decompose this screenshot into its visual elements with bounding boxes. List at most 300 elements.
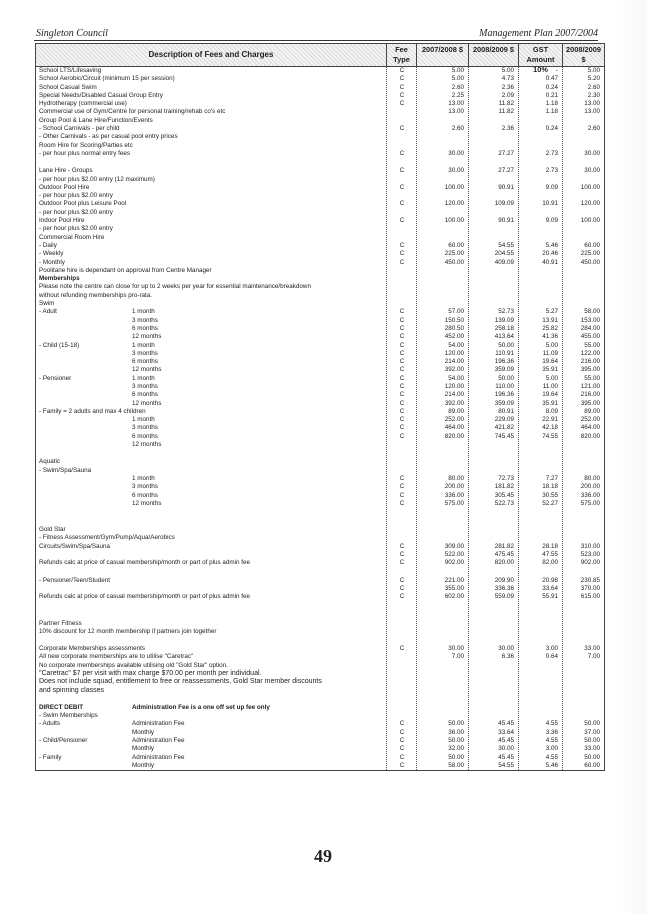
row-description: - Monthly — [39, 258, 65, 266]
row-period: 1 month — [132, 341, 155, 349]
row-description: Outdoor Pool Hire — [39, 183, 90, 191]
table-row — [36, 100, 604, 108]
row-value-2007: 336.00 — [444, 491, 464, 499]
row-fee-type: C — [399, 491, 405, 499]
row-description: All new corporate memberships are to utilise "Caretrac" — [39, 653, 194, 661]
page-number: 49 — [314, 846, 332, 866]
row-value-2008: 50.00 — [584, 753, 600, 761]
row-fee-type: C — [399, 149, 405, 157]
page-header — [0, 0, 646, 40]
row-value-2007: 452.00 — [444, 333, 464, 341]
row-fee-type: C — [399, 584, 405, 592]
table-row — [36, 517, 604, 526]
row-value-2008: 230.85 — [580, 576, 600, 584]
row-value-2008: 2.60 — [587, 83, 600, 91]
table-row — [36, 350, 604, 358]
row-value-2008: 2.30 — [587, 91, 600, 99]
row-value-2008: 13.00 — [584, 100, 600, 108]
row-value-2007: 100.00 — [444, 217, 464, 225]
row-period: 12 months — [132, 366, 162, 374]
row-gst: 18.18 — [542, 483, 558, 491]
table-row — [36, 308, 604, 316]
table-row — [36, 275, 604, 283]
row-gst: 47.55 — [542, 551, 558, 559]
table-row — [36, 217, 604, 225]
row-fee-type: C — [399, 125, 405, 133]
row-value-2008-exgst: 181.82 — [494, 483, 514, 491]
table-row — [36, 317, 604, 325]
row-fee-type: C — [399, 308, 405, 316]
row-value-2007: 392.00 — [444, 399, 464, 407]
row-value-2007: 820.00 — [444, 432, 464, 440]
table-row — [36, 559, 604, 567]
row-gst: 2.73 — [545, 167, 558, 175]
row-fee-type: C — [399, 358, 405, 366]
row-description: - Swim/Spa/Sauna — [39, 466, 92, 474]
table-row — [36, 150, 604, 158]
row-gst: 1.18 — [545, 100, 558, 108]
row-value-2007: 5.00 — [451, 67, 464, 74]
table-row — [36, 225, 604, 233]
row-value-2008-exgst: 109.09 — [494, 200, 514, 208]
table-row — [36, 449, 604, 458]
row-gst: 82.00 — [542, 559, 558, 567]
table-row — [36, 695, 604, 704]
row-value-2008: 5.20 — [587, 75, 600, 83]
row-value-2008-exgst: 209.90 — [494, 576, 514, 584]
row-description: - Pensioner — [39, 374, 72, 382]
row-value-2007: 60.00 — [448, 241, 464, 249]
row-description: - per hour plus $2.00 entry — [39, 192, 113, 200]
row-value-2008-exgst: 139.09 — [494, 316, 514, 324]
table-row — [36, 142, 604, 150]
row-value-2008-exgst: 4.73 — [501, 75, 514, 83]
row-value-2008-exgst: 522.73 — [494, 499, 514, 507]
row-fee-type: C — [399, 576, 405, 584]
row-period: 1 month — [132, 416, 155, 424]
table-row — [36, 92, 604, 100]
row-gst: 0.24 — [545, 125, 558, 133]
row-description: - per hour plus $2.00 entry — [39, 208, 113, 216]
row-gst: 19.64 — [542, 358, 558, 366]
row-gst: 0.21 — [545, 91, 558, 99]
row-gst: 3.36 — [545, 728, 558, 736]
row-value-2008-exgst: 27.27 — [498, 149, 514, 157]
row-value-2008-exgst: 54.55 — [498, 241, 514, 249]
row-value-2008-exgst: 229.09 — [494, 416, 514, 424]
row-gst: 5.00 — [545, 374, 558, 382]
row-fee-type: C — [399, 737, 405, 745]
row-fee-type: C — [399, 424, 405, 432]
row-value-2008-exgst: 305.45 — [494, 491, 514, 499]
row-value-2008-exgst: 359.09 — [494, 399, 514, 407]
row-value-2008-exgst: 5.00 — [501, 67, 514, 74]
row-fee-type: C — [399, 83, 405, 91]
row-period: 3 months — [132, 483, 158, 491]
row-period: Administration Fee is a one off set up fee only — [132, 703, 270, 711]
row-value-2007: 5.00 — [451, 75, 464, 83]
row-fee-type: C — [399, 645, 405, 653]
table-row — [36, 492, 604, 500]
table-row — [36, 416, 604, 424]
row-value-2007: 450.00 — [444, 258, 464, 266]
table-row — [36, 720, 604, 728]
table-row — [36, 267, 604, 275]
table-row — [36, 762, 604, 770]
row-value-2008-exgst: 72.73 — [498, 474, 514, 482]
header-2008-2009: 2008/2009 $ — [562, 44, 604, 66]
row-gst: 5.27 — [545, 308, 558, 316]
row-value-2007: 58.00 — [448, 761, 464, 769]
row-value-2008: 902.00 — [580, 559, 600, 567]
row-fee-type: C — [399, 761, 405, 769]
row-fee-type: C — [399, 366, 405, 374]
row-value-2008: 395.00 — [580, 366, 600, 374]
table-row — [36, 259, 604, 267]
row-description: - Child (15-18) — [39, 341, 80, 349]
scan-edge-shadow — [616, 0, 646, 913]
row-value-2008: 284.00 — [580, 324, 600, 332]
table-row — [36, 366, 604, 374]
row-gst: 9.09 — [545, 183, 558, 191]
row-value-2008: 100.00 — [580, 217, 600, 225]
table-row — [36, 678, 604, 686]
row-period: 12 months — [132, 441, 162, 449]
row-period: 1 month — [132, 374, 155, 382]
table-row — [36, 551, 604, 559]
row-gst: 5.00 — [545, 341, 558, 349]
row-description: - Weekly — [39, 250, 64, 258]
row-gst: 0.24 — [545, 83, 558, 91]
row-value-2008-exgst: 2.09 — [501, 91, 514, 99]
row-value-2008-exgst: 2.36 — [501, 125, 514, 133]
row-description: - Child/Pensioner — [39, 737, 88, 745]
row-period: Administration Fee — [132, 737, 185, 745]
table-row — [36, 704, 604, 712]
table-row — [36, 636, 604, 645]
table-row — [36, 283, 604, 291]
row-description: Poolitane hire is dependant on approval from Centre Manager — [39, 266, 212, 274]
row-description: Corporate Memberships assessments — [39, 645, 146, 653]
row-description: - per hour plus $2.00 entry (12 maximum) — [39, 175, 155, 183]
table-row — [36, 184, 604, 192]
row-gst: 9.09 — [545, 217, 558, 225]
table-row — [36, 108, 604, 116]
row-value-2007: 54.00 — [448, 374, 464, 382]
row-gst: 10.91 — [542, 200, 558, 208]
row-gst: 4.55 — [545, 737, 558, 745]
row-value-2008: 395.00 — [580, 399, 600, 407]
table-row — [36, 192, 604, 200]
row-value-2008: 50.00 — [584, 737, 600, 745]
row-value-2007: 2.60 — [451, 83, 464, 91]
row-value-2008: 121.00 — [580, 382, 600, 390]
table-row — [36, 84, 604, 92]
row-fee-type: C — [399, 728, 405, 736]
row-description: School Casual Swim — [39, 83, 97, 91]
row-value-2008: 55.00 — [584, 374, 600, 382]
row-description: Circuits/Swim/Spa/Sauna — [39, 542, 111, 550]
row-gst: 41.36 — [542, 333, 558, 341]
row-description: Swim — [39, 300, 55, 308]
row-description: - per hour plus $2.00 entry — [39, 225, 113, 233]
row-value-2007: 13.00 — [448, 108, 464, 116]
row-value-2008: 13.00 — [584, 108, 600, 116]
row-value-2007: 392.00 — [444, 366, 464, 374]
row-period: 6 months — [132, 391, 158, 399]
row-gst: 11.00 — [542, 382, 558, 390]
row-value-2008-exgst: 196.36 — [494, 358, 514, 366]
row-description: - per hour plus normal entry fees — [39, 149, 130, 157]
row-description: - Pensioner/Teen/Student — [39, 576, 111, 584]
row-value-2008: 455.00 — [580, 333, 600, 341]
row-period: Monthly — [132, 745, 155, 753]
row-value-2008: 2.60 — [587, 125, 600, 133]
row-period: Monthly — [132, 761, 155, 769]
row-value-2008: 153.00 — [580, 316, 600, 324]
row-value-2008: 450.00 — [580, 258, 600, 266]
row-value-2008: 33.00 — [584, 745, 600, 753]
row-gst: 3.00 — [545, 645, 558, 653]
row-description: and spinning classes — [39, 686, 104, 694]
row-value-2008-exgst: 80.91 — [498, 407, 514, 415]
row-value-2007: 50.00 — [448, 737, 464, 745]
row-value-2008: 37.00 — [584, 728, 600, 736]
row-value-2007: 120.00 — [444, 349, 464, 357]
row-fee-type: C — [399, 753, 405, 761]
row-description: - Fitness Assessment/Gym/Pump/Aqua/Aerobics — [39, 534, 175, 542]
table-row — [36, 662, 604, 670]
table-row — [36, 526, 604, 534]
table-row — [36, 433, 604, 441]
row-description: Refunds calc at price of casual membership/month or part of plus admin fee — [39, 559, 251, 567]
row-value-2008-exgst: 45.45 — [498, 720, 514, 728]
row-description: Group Pool & Lane Hire/Function/Events — [39, 116, 153, 124]
table-row — [36, 500, 604, 508]
row-gst: 5.46 — [545, 241, 558, 249]
row-gst: 3.00 — [545, 745, 558, 753]
row-description: - Adults — [39, 720, 60, 728]
row-description: without refunding memberships pro-rata. — [39, 291, 153, 299]
row-fee-type: C — [399, 217, 405, 225]
row-description: Lane Hire - Groups — [39, 167, 93, 175]
header-2008-2009-exgst: 2008/2009 $ — [468, 44, 518, 66]
row-period: 6 months — [132, 432, 158, 440]
row-value-2008-exgst: 281.82 — [494, 542, 514, 550]
table-row — [36, 645, 604, 653]
row-period: 12 months — [132, 399, 162, 407]
row-fee-type: C — [399, 551, 405, 559]
row-fee-type: C — [399, 374, 405, 382]
row-value-2008: 336.00 — [580, 491, 600, 499]
table-row — [36, 483, 604, 491]
row-fee-type: C — [399, 391, 405, 399]
row-fee-type: C — [399, 349, 405, 357]
table-row — [36, 577, 604, 585]
table-row — [36, 593, 604, 601]
row-description: Does not include squad, entitlement to free or reassessments, Gold Star member discounts — [39, 678, 322, 686]
row-gst: 4.55 — [545, 753, 558, 761]
header-rule — [34, 40, 598, 41]
row-description: - Adult — [39, 308, 57, 316]
row-value-2007: 30.00 — [448, 167, 464, 175]
row-gst: 19.64 — [542, 391, 558, 399]
row-value-2007: 50.00 — [448, 720, 464, 728]
row-value-2008: 216.00 — [580, 358, 600, 366]
row-value-2008-exgst: 409.09 — [494, 258, 514, 266]
row-fee-type: C — [399, 258, 405, 266]
row-gst: 13.91 — [542, 316, 558, 324]
row-value-2008: 122.00 — [580, 349, 600, 357]
row-value-2007: 575.00 — [444, 499, 464, 507]
row-value-2007: 120.00 — [444, 200, 464, 208]
row-period: 6 months — [132, 324, 158, 332]
table-row — [36, 441, 604, 449]
table-row — [36, 300, 604, 308]
row-gst: 5.46 — [545, 761, 558, 769]
row-value-2007: 54.00 — [448, 341, 464, 349]
table-row — [36, 158, 604, 167]
row-value-2007: 200.00 — [444, 483, 464, 491]
row-value-2008: 370.00 — [580, 584, 600, 592]
row-fee-type: C — [399, 432, 405, 440]
row-fee-type: C — [399, 382, 405, 390]
row-gst: 55.91 — [542, 593, 558, 601]
row-fee-type: C — [399, 200, 405, 208]
table-row — [36, 75, 604, 83]
table-row — [36, 333, 604, 341]
row-value-2007: 150.50 — [444, 316, 464, 324]
row-value-2008-exgst: 52.73 — [498, 308, 514, 316]
row-period: Monthly — [132, 728, 155, 736]
row-fee-type: C — [399, 341, 405, 349]
row-value-2008-exgst: 421.82 — [494, 424, 514, 432]
row-gst: 42.18 — [542, 424, 558, 432]
table-row — [36, 200, 604, 208]
table-row — [36, 754, 604, 762]
table-row — [36, 400, 604, 408]
row-period: 3 months — [132, 316, 158, 324]
header-2007-2008: 2007/2008 $ — [416, 44, 468, 66]
row-period: 6 months — [132, 358, 158, 366]
row-period: 1 month — [132, 474, 155, 482]
row-description: Indoor Pool Hire — [39, 217, 85, 225]
row-gst: 35.91 — [542, 366, 558, 374]
row-value-2007: 214.00 — [444, 358, 464, 366]
row-value-2007: 2.25 — [451, 91, 464, 99]
row-fee-type: C — [399, 720, 405, 728]
table-row — [36, 67, 604, 75]
row-value-2008: 7.00 — [587, 653, 600, 661]
row-period: Administration Fee — [132, 720, 185, 728]
row-value-2007: 13.00 — [448, 100, 464, 108]
row-value-2007: 902.00 — [444, 559, 464, 567]
table-row — [36, 383, 604, 391]
row-period: 6 months — [132, 491, 158, 499]
table-row — [36, 670, 604, 678]
row-description: - Family = 2 adults and max 4 children — [39, 407, 146, 415]
row-value-2008-exgst: 11.82 — [498, 108, 514, 116]
table-row — [36, 737, 604, 745]
row-gst: 20.46 — [542, 250, 558, 258]
row-gst: 25.82 — [542, 324, 558, 332]
table-row — [36, 729, 604, 737]
row-gst: 40.91 — [542, 258, 558, 266]
row-value-2008: 5.00 — [587, 67, 600, 74]
row-description: Please note the centre can close for up to 2 weeks per year for essential maintenance/breakdown — [39, 283, 311, 291]
row-period: 3 months — [132, 424, 158, 432]
row-description: - Family — [39, 753, 62, 761]
header-gst-amount: GST Amount 10% — [518, 44, 562, 66]
row-description: Aquatic — [39, 458, 61, 466]
table-row — [36, 375, 604, 383]
fees-table — [35, 43, 605, 771]
row-gst: 35.91 — [542, 399, 558, 407]
row-value-2008-exgst: 45.45 — [498, 753, 514, 761]
row-gst: 2.73 — [545, 149, 558, 157]
row-value-2008: 310.00 — [580, 542, 600, 550]
table-row — [36, 250, 604, 258]
row-gst: 8.09 — [545, 407, 558, 415]
row-value-2008-exgst: 745.45 — [494, 432, 514, 440]
table-row — [36, 408, 604, 416]
row-gst: 7.27 — [545, 474, 558, 482]
row-value-2008: 225.00 — [580, 250, 600, 258]
row-value-2007: 355.00 — [444, 584, 464, 592]
row-value-2008-exgst: 11.82 — [498, 100, 514, 108]
row-fee-type: C — [399, 559, 405, 567]
table-row — [36, 358, 604, 366]
table-row — [36, 467, 604, 475]
table-row — [36, 424, 604, 432]
row-value-2008: 252.00 — [580, 416, 600, 424]
row-value-2008: 575.00 — [580, 499, 600, 507]
row-fee-type: C — [399, 333, 405, 341]
row-value-2007: 50.00 — [448, 753, 464, 761]
row-gst: 0.47 — [545, 75, 558, 83]
row-fee-type: C — [399, 593, 405, 601]
table-row — [36, 292, 604, 300]
table-row — [36, 125, 604, 133]
row-description: Hydrotherapy (commercial use) — [39, 100, 127, 108]
row-value-2007: 225.00 — [444, 250, 464, 258]
row-value-2008-exgst: 30.00 — [498, 745, 514, 753]
table-row — [36, 117, 604, 125]
row-value-2008: 33.00 — [584, 645, 600, 653]
row-value-2008: 60.00 — [584, 761, 600, 769]
row-value-2008-exgst: 27.27 — [498, 167, 514, 175]
row-fee-type: C — [399, 745, 405, 753]
header-plan-title: Management Plan 2007/2004 — [479, 28, 598, 39]
row-gst: - — [555, 67, 558, 74]
row-value-2008: 464.00 — [580, 424, 600, 432]
table-row — [36, 391, 604, 399]
row-value-2008: 60.00 — [584, 241, 600, 249]
row-value-2008: 55.00 — [584, 341, 600, 349]
row-description: Special Needs/Disabled Casual Group Entry — [39, 91, 163, 99]
table-row — [36, 628, 604, 636]
row-value-2008: 523.00 — [580, 551, 600, 559]
table-row — [36, 585, 604, 593]
row-gst: 4.55 — [545, 720, 558, 728]
row-value-2007: 309.00 — [444, 542, 464, 550]
table-row — [36, 167, 604, 175]
table-row — [36, 620, 604, 628]
row-value-2007: 89.00 — [448, 407, 464, 415]
row-value-2008-exgst: 559.09 — [494, 593, 514, 601]
row-period: Administration Fee — [132, 753, 185, 761]
row-gst: 1.18 — [545, 108, 558, 116]
